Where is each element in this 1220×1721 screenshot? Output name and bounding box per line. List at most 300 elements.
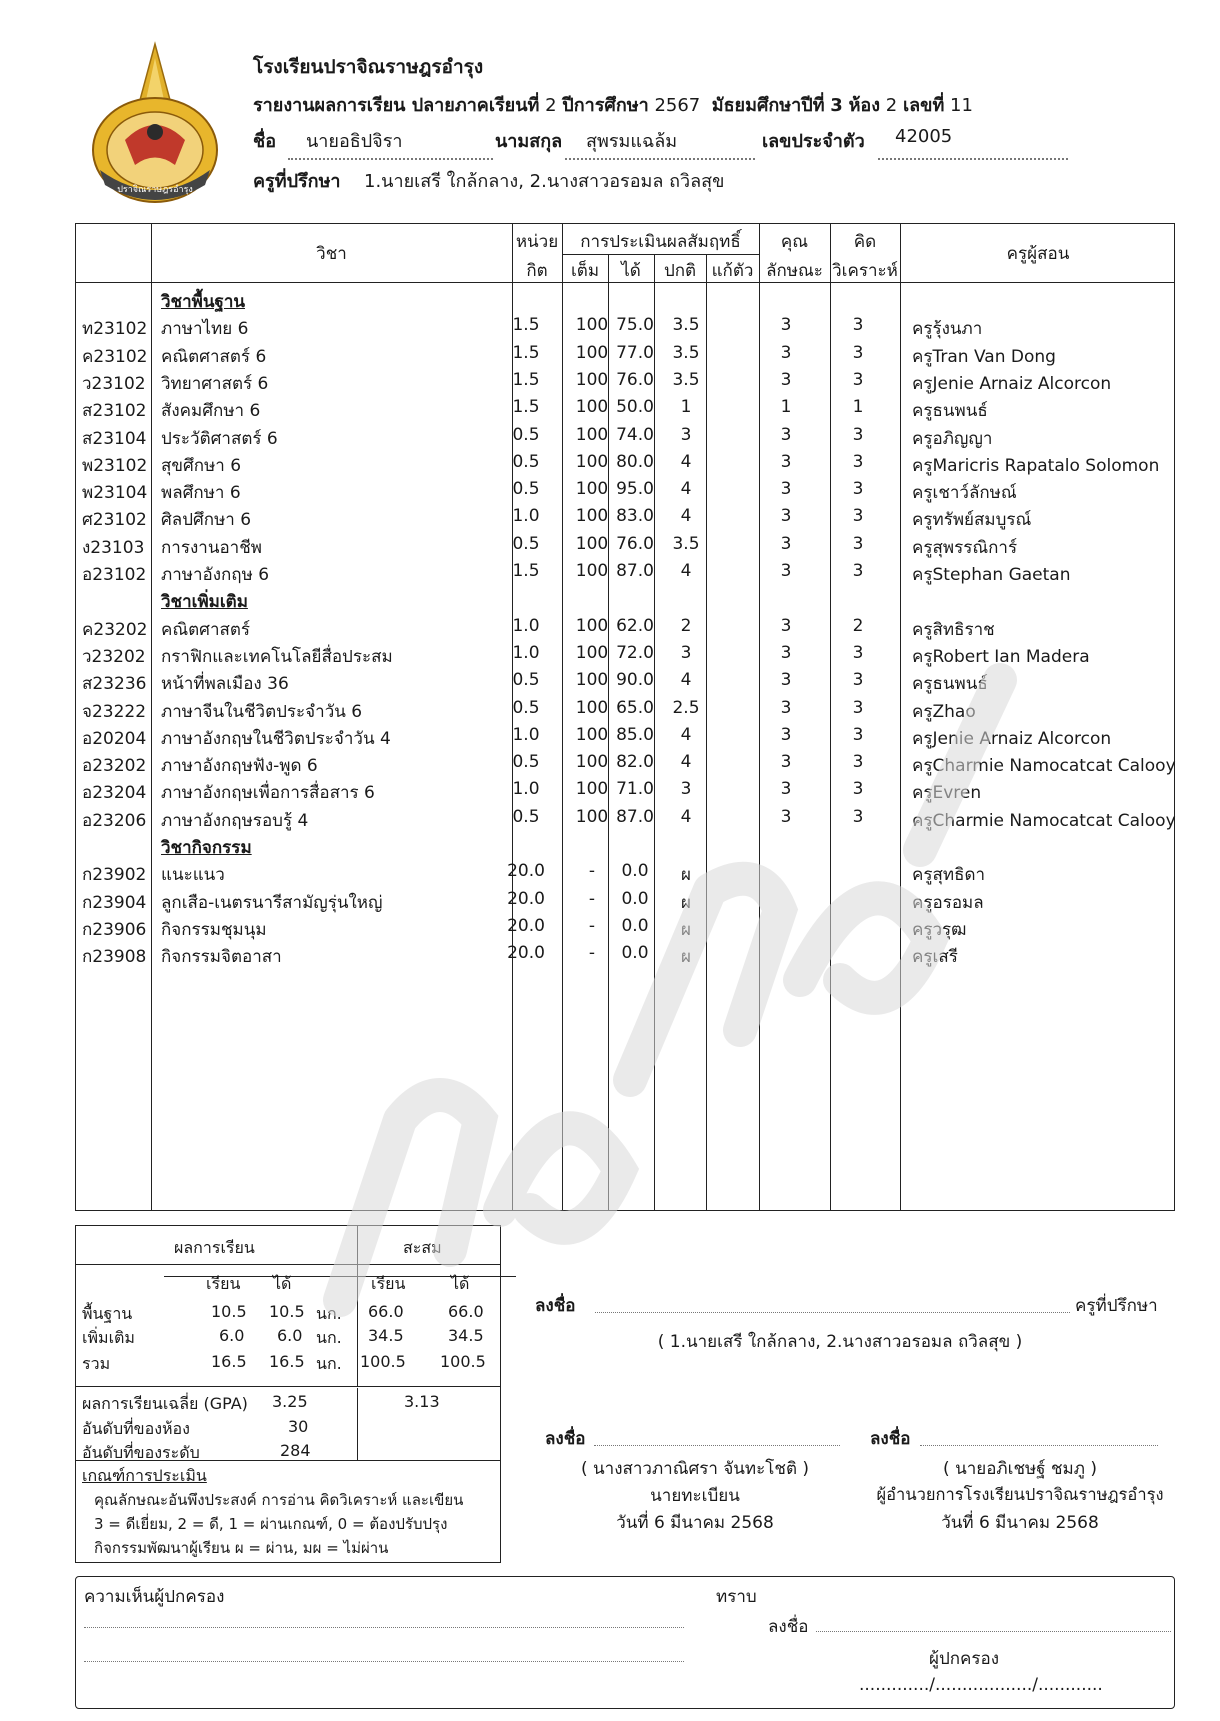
thinking-score: 3 [852, 424, 864, 445]
basic-study: 10.5 [211, 1302, 247, 1321]
section-title: วิชาพื้นฐาน [161, 292, 246, 312]
grade-normal: ผ [681, 865, 691, 886]
table-row [76, 775, 1176, 805]
thinking-score: 3 [852, 724, 864, 745]
got-score: 77.0 [616, 342, 654, 363]
credit-value: 1.5 [512, 342, 540, 363]
subject-code: พ23104 [82, 483, 148, 504]
registrar-name: ( นางสาวภาณิศรา จันทะโชติ ) [580, 1459, 810, 1479]
credit-value: 1.0 [512, 506, 540, 527]
grade-normal: 1 [680, 397, 692, 418]
grade-normal: 2 [680, 615, 692, 636]
credit-value: 1.0 [512, 779, 540, 800]
thinking-score: 3 [852, 533, 864, 554]
director-sign-line [920, 1445, 1158, 1446]
subject-name: แนะแนว [161, 865, 225, 886]
got-score: 0.0 [621, 915, 649, 936]
rank-room-value: 30 [288, 1417, 309, 1436]
subject-code: ก23906 [82, 919, 147, 940]
subject-name: กิจกรรมชุมนุม [161, 919, 267, 940]
criteria-line-3: กิจกรรมพัฒนาผู้เรียน ผ = ผ่าน, มผ = ไม่ผ่าน [94, 1539, 389, 1557]
teacher-name: ครูStephan Gaetan [912, 565, 1071, 585]
basic-accum-got: 66.0 [448, 1302, 484, 1321]
student-surname: สุพรมแฉล้ม [586, 131, 678, 152]
subject-name: ภาษาอังกฤษเพื่อการสื่อสาร 6 [161, 783, 375, 804]
subject-name: ศิลปศึกษา 6 [161, 510, 252, 531]
advisor-label: ครูที่ปรึกษา [253, 171, 341, 192]
gpa-accum-value: 3.13 [404, 1392, 440, 1411]
character-score: 3 [780, 642, 792, 663]
report-line: รายงานผลการเรียน ปลายภาคเรียนที่ 2 ปีการศึกษา 2567 มัธยมศึกษาปีที่ 3 ห้อง 2 เลขที่ 11 [253, 95, 973, 116]
advisor-sign-names: ( 1.นายเสรี ใกล้กลาง, 2.นางสาวอรอมล ถวิลสุข ) [657, 1332, 1023, 1352]
surname-dotline [565, 158, 755, 160]
gpa-label: ผลการเรียนเฉลี่ย (GPA) [82, 1394, 248, 1413]
subject-code: อ20204 [82, 728, 147, 749]
subject-name: สุขศึกษา 6 [161, 455, 242, 476]
thinking-score: 3 [852, 561, 864, 581]
full-score: 100 [575, 451, 609, 472]
subject-code: ศ23102 [82, 510, 147, 531]
svg-text:ปราจิณราษฎรอำรุง: ปราจิณราษฎรอำรุง [117, 185, 193, 195]
got-score: 62.0 [616, 615, 654, 636]
grade-normal: 4 [680, 506, 692, 527]
section-header [76, 584, 1176, 614]
summary-divider [76, 1386, 500, 1387]
table-row [76, 366, 1176, 396]
full-score: 100 [575, 615, 609, 636]
subject-code: อ23102 [82, 565, 147, 585]
header-normal: ปกติ [663, 261, 697, 281]
ack-label: ทราบ [716, 1587, 757, 1607]
got-score: 76.0 [616, 533, 654, 554]
name-dotline [288, 158, 493, 160]
subject-name: ภาษาจีนในชีวิตประจำวัน 6 [161, 701, 363, 722]
subject-code: ก23908 [82, 947, 147, 968]
basic-got: 10.5 [269, 1302, 305, 1321]
subject-name: วิทยาศาสตร์ 6 [161, 373, 269, 394]
got-label: ได้ [273, 1274, 292, 1293]
parent-comment-line-2[interactable] [84, 1661, 684, 1662]
subject-name: สังคมศึกษา 6 [161, 401, 261, 422]
registrar-date: วันที่ 6 มีนาคม 2568 [616, 1513, 774, 1533]
table-row [76, 666, 1176, 696]
parent-sign-line[interactable] [816, 1631, 1171, 1632]
advisor-role: ครูที่ปรึกษา [1075, 1296, 1158, 1316]
full-score: 100 [575, 779, 609, 800]
credit-value: 1.5 [512, 315, 540, 336]
header-char-top: คุณ [780, 232, 809, 252]
subject-code: ค23202 [82, 619, 148, 640]
teacher-name: ครูสุทธิดา [912, 865, 986, 886]
extra-study: 6.0 [219, 1326, 245, 1345]
got-score: 74.0 [616, 424, 654, 445]
teacher-name: ครูRobert Ian Madera [912, 646, 1090, 667]
accum-study-label: เรียน [371, 1274, 406, 1293]
student-id: 42005 [895, 126, 953, 147]
id-dotline [878, 158, 1068, 160]
thinking-score: 3 [852, 670, 864, 691]
teacher-name: ครูธนพนธ์ [912, 401, 988, 422]
table-row [76, 912, 1176, 942]
credit-value: 20.0 [507, 861, 545, 882]
got-score: 87.0 [616, 806, 654, 827]
rank-room-label: อันดับที่ของห้อง [82, 1419, 190, 1438]
full-score: 100 [575, 806, 609, 827]
full-score: 100 [575, 670, 609, 691]
unit-label: นก. [316, 1354, 342, 1373]
got-score: 85.0 [616, 724, 654, 745]
grade-normal: 2.5 [672, 697, 700, 718]
full-score: 100 [575, 724, 609, 745]
got-score: 80.0 [616, 451, 654, 472]
name-label: ชื่อ [253, 131, 277, 152]
credit-value: 1.0 [512, 724, 540, 745]
extra-label: เพิ่มเติม [82, 1328, 135, 1347]
section-header [76, 284, 1176, 314]
credit-value: 0.5 [512, 752, 540, 773]
registrar-sign-label: ลงชื่อ [545, 1429, 586, 1449]
gpa-value: 3.25 [272, 1392, 308, 1411]
teacher-name: ครูสุพรรณิการ์ [912, 537, 1018, 558]
character-score: 3 [780, 752, 792, 773]
character-score: 3 [780, 670, 792, 691]
credit-value: 0.5 [512, 479, 540, 500]
subject-name: กราฟิกและเทคโนโลยีสื่อประสม [161, 646, 393, 667]
character-score: 3 [780, 779, 792, 800]
table-row [76, 530, 1176, 560]
grade-normal: 4 [680, 479, 692, 500]
character-score: 3 [780, 533, 792, 554]
character-score: 3 [780, 369, 792, 390]
table-row [76, 339, 1176, 369]
full-score: 100 [575, 697, 609, 718]
teacher-name: ครูEvren [912, 783, 982, 804]
got-score: 82.0 [616, 752, 654, 773]
got-score: 72.0 [616, 642, 654, 663]
teacher-name: ครูCharmie Namocatcat Calooy [912, 810, 1176, 831]
character-score: 3 [780, 479, 792, 500]
header-think-bottom: วิเคราะห์ [832, 261, 898, 281]
full-score: - [588, 861, 596, 882]
character-score: 3 [780, 806, 792, 827]
full-score: 100 [575, 397, 609, 418]
study-label: เรียน [206, 1274, 241, 1293]
director-name: ( นายอภิเชษฐ์ ชมภู ) [943, 1459, 1097, 1479]
subject-code: ค23102 [82, 346, 148, 367]
character-score: 3 [780, 424, 792, 445]
character-score: 3 [780, 724, 792, 745]
full-score: 100 [575, 369, 609, 390]
character-score: 3 [780, 315, 792, 336]
grade-normal: 4 [680, 806, 692, 827]
table-row [76, 475, 1176, 505]
thinking-score: 3 [852, 806, 864, 827]
id-label: เลขประจำตัว [762, 131, 865, 152]
header-teacher: ครูผู้สอน [1006, 244, 1070, 264]
grade-normal: 3 [680, 424, 692, 445]
registrar-role: นายทะเบียน [650, 1486, 740, 1506]
extra-accum-got: 34.5 [448, 1326, 484, 1345]
thinking-score: 2 [852, 615, 864, 636]
parent-sign-label: ลงชื่อ [768, 1617, 809, 1637]
student-name: นายอธิปจิรา [306, 131, 403, 152]
director-sign-label: ลงชื่อ [870, 1429, 911, 1449]
parent-date-placeholder: ............./................../............ [859, 1675, 1103, 1695]
subject-code: จ23222 [82, 701, 147, 722]
teacher-name: ครูJenie Arnaiz Alcorcon [912, 728, 1112, 749]
grade-normal: ผ [681, 892, 691, 913]
table-row [76, 885, 1176, 915]
grade-normal: ผ [681, 947, 691, 968]
grade-normal: 3.5 [672, 315, 700, 336]
table-row [76, 639, 1176, 669]
header-char-bottom: ลักษณะ [766, 261, 823, 281]
full-score: 100 [575, 315, 609, 336]
credit-value: 0.5 [512, 697, 540, 718]
thinking-score: 3 [852, 752, 864, 773]
teacher-name: ครูธนพนธ์ [912, 674, 988, 695]
section-header [76, 830, 1176, 860]
criteria-line-2: 3 = ดีเยี่ยม, 2 = ดี, 1 = ผ่านเกณฑ์, 0 = ต้องปรับปรุง [94, 1515, 448, 1533]
header-think-top: คิด [853, 232, 877, 252]
character-score: 1 [780, 397, 792, 418]
teacher-name: ครูZhao [912, 701, 976, 722]
teacher-name: ครูรุ้งนภา [912, 319, 983, 340]
table-row [76, 748, 1176, 778]
grade-normal: 4 [680, 724, 692, 745]
thinking-score: 1 [852, 397, 864, 418]
subject-name: คณิตศาสตร์ [161, 619, 251, 640]
thinking-score: 3 [852, 369, 864, 390]
credit-value: 0.5 [512, 806, 540, 827]
parent-comment-line-1[interactable] [84, 1627, 684, 1628]
subject-code: ก23902 [82, 865, 147, 886]
advisor-sign-line [595, 1312, 1070, 1313]
table-row [76, 502, 1176, 532]
got-score: 0.0 [621, 888, 649, 909]
school-name: โรงเรียนปราจิณราษฎรอำรุง [253, 56, 484, 78]
unit-label: นก. [316, 1328, 342, 1347]
full-score: - [588, 888, 596, 909]
director-role: ผู้อำนวยการโรงเรียนปราจิณราษฎรอำรุง [876, 1485, 1164, 1504]
teacher-name: ครูCharmie Namocatcat Calooy [912, 756, 1176, 777]
thinking-score: 3 [852, 506, 864, 527]
grade-normal: 3.5 [672, 342, 700, 363]
teacher-name: ครูTran Van Dong [912, 346, 1056, 367]
thinking-score: 3 [852, 451, 864, 472]
advisor-sign-label: ลงชื่อ [535, 1296, 576, 1316]
subject-code: ง23103 [82, 537, 145, 558]
thinking-score: 3 [852, 342, 864, 363]
full-score: 100 [575, 752, 609, 773]
total-label: รวม [82, 1354, 111, 1373]
criteria-line-1: คุณลักษณะอันพึงประสงค์ การอ่าน คิดวิเคราะห์ และเขียน [94, 1491, 464, 1509]
header-credit-top: หน่วย [515, 232, 559, 252]
header-credit-bottom: กิต [526, 261, 548, 281]
parent-comment-box [75, 1576, 1175, 1709]
teacher-name: ครูMaricris Rapatalo Solomon [912, 455, 1160, 476]
grade-normal: 4 [680, 561, 692, 581]
full-score: 100 [575, 642, 609, 663]
teacher-name: ครูวรุฒ [912, 919, 967, 940]
table-row [76, 421, 1176, 451]
full-score: 100 [575, 342, 609, 363]
subject-name: คณิตศาสตร์ 6 [161, 346, 267, 367]
total-study: 16.5 [211, 1352, 247, 1371]
rank-level-value: 284 [280, 1441, 311, 1460]
subject-name: ภาษาอังกฤษในชีวิตประจำวัน 4 [161, 728, 391, 749]
accum-label: สะสม [403, 1238, 442, 1257]
subject-code: ว23202 [82, 646, 146, 667]
subject-code: อ23206 [82, 810, 147, 831]
got-score: 50.0 [616, 397, 654, 418]
advisor-names: 1.นายเสรี ใกล้กลาง, 2.นางสาวอรอมล ถวิลสุข [364, 171, 725, 192]
got-score: 95.0 [616, 479, 654, 500]
credit-value: 0.5 [512, 670, 540, 691]
table-row [76, 857, 1176, 887]
header-assessment: การประเมินผลสัมฤทธิ์ [580, 232, 741, 252]
full-score: 100 [575, 479, 609, 500]
grade-normal: 3.5 [672, 369, 700, 390]
character-score: 3 [780, 697, 792, 718]
extra-accum-study: 34.5 [368, 1326, 404, 1345]
teacher-name: ครูสิทธิราช [912, 619, 995, 640]
full-score: - [588, 915, 596, 936]
got-score: 0.0 [621, 861, 649, 882]
credit-value: 1.0 [512, 615, 540, 636]
subject-name: การงานอาชีพ [161, 537, 262, 558]
character-score: 3 [780, 561, 792, 581]
subject-name: ภาษาอังกฤษฟัง-พูด 6 [161, 756, 318, 777]
table-row [76, 803, 1176, 833]
thinking-score: 3 [852, 315, 864, 336]
parent-role: ผู้ปกครอง [929, 1649, 1000, 1669]
credit-value: 0.5 [512, 424, 540, 445]
thinking-score: 3 [852, 479, 864, 500]
header-subject: วิชา [316, 244, 347, 264]
grade-normal: 3 [680, 642, 692, 663]
section-title: วิชากิจกรรม [161, 838, 252, 858]
subject-code: ส23236 [82, 674, 147, 695]
subject-name: ลูกเสือ-เนตรนารีสามัญรุ่นใหญ่ [161, 892, 383, 913]
summary-col-divider [357, 1388, 358, 1460]
header-full: เต็ม [570, 261, 600, 281]
subject-name: กิจกรรมจิตอาสา [161, 947, 282, 968]
subject-name: ภาษาไทย 6 [161, 319, 249, 340]
subject-code: อ23204 [82, 783, 147, 804]
grade-normal: 3 [680, 779, 692, 800]
thinking-score: 3 [852, 642, 864, 663]
table-row [76, 311, 1176, 341]
subject-code: อ23202 [82, 756, 147, 777]
credit-value: 1.5 [512, 561, 540, 581]
credit-value: 20.0 [507, 888, 545, 909]
subject-code: ท23102 [82, 319, 148, 340]
table-row [76, 393, 1176, 423]
criteria-title: เกณฑ์การประเมิน [82, 1466, 207, 1485]
subject-code: ส23102 [82, 401, 147, 422]
subject-name: ภาษาอังกฤษ 6 [161, 565, 270, 585]
total-accum-study: 100.5 [360, 1352, 406, 1371]
grade-normal: 4 [680, 670, 692, 691]
teacher-name: ครูเสรี [912, 947, 958, 968]
credit-value: 20.0 [507, 915, 545, 936]
grade-normal: 3.5 [672, 533, 700, 554]
got-score: 90.0 [616, 670, 654, 691]
subject-code: ก23904 [82, 892, 147, 913]
thinking-score: 3 [852, 697, 864, 718]
got-score: 65.0 [616, 697, 654, 718]
full-score: 100 [575, 533, 609, 554]
subject-code: ว23102 [82, 373, 146, 394]
grade-normal: ผ [681, 919, 691, 940]
header-remedial: แก้ตัว [711, 261, 754, 281]
character-score: 3 [780, 342, 792, 363]
basic-accum-study: 66.0 [368, 1302, 404, 1321]
subject-code: ส23104 [82, 428, 147, 449]
credit-value: 0.5 [512, 533, 540, 554]
credit-value: 20.0 [507, 943, 545, 964]
grades-table [75, 223, 1175, 1211]
grade-normal: 4 [680, 752, 692, 773]
credit-value: 0.5 [512, 451, 540, 472]
got-score: 75.0 [616, 315, 654, 336]
teacher-name: ครูเชาว์ลักษณ์ [912, 483, 1017, 504]
teacher-name: ครูทรัพย์สมบูรณ์ [912, 510, 1032, 531]
subject-code: พ23102 [82, 455, 148, 476]
got-score: 83.0 [616, 506, 654, 527]
rank-level-label: อันดับที่ของระดับ [82, 1443, 200, 1462]
director-date: วันที่ 6 มีนาคม 2568 [941, 1513, 1099, 1533]
summary-col-divider [357, 1226, 358, 1386]
accum-got-label: ได้ [451, 1274, 470, 1293]
section-title: วิชาเพิ่มเติม [161, 592, 248, 613]
teacher-name: ครูอภิญญา [912, 428, 993, 449]
subject-name: ประวัติศาสตร์ 6 [161, 428, 278, 449]
full-score: 100 [575, 506, 609, 527]
got-score: 0.0 [621, 943, 649, 964]
character-score: 3 [780, 615, 792, 636]
table-row [76, 721, 1176, 751]
character-score: 3 [780, 451, 792, 472]
character-score: 3 [780, 506, 792, 527]
subject-name: พลศึกษา 6 [161, 483, 241, 504]
header-got: ได้ [621, 261, 641, 281]
teacher-name: ครูอรอมล [912, 892, 984, 913]
thinking-score: 3 [852, 779, 864, 800]
credit-value: 1.5 [512, 369, 540, 390]
subject-name: ภาษาอังกฤษรอบรู้ 4 [161, 810, 309, 831]
got-score: 76.0 [616, 369, 654, 390]
grade-normal: 4 [680, 451, 692, 472]
table-row [76, 557, 1176, 587]
full-score: 100 [575, 561, 609, 581]
summary-box [75, 1225, 501, 1563]
table-row [76, 448, 1176, 478]
got-score: 71.0 [616, 779, 654, 800]
full-score: 100 [575, 424, 609, 445]
result-label: ผลการเรียน [174, 1238, 255, 1257]
unit-label: นก. [316, 1304, 342, 1323]
basic-label: พื้นฐาน [82, 1304, 133, 1323]
credit-value: 1.0 [512, 642, 540, 663]
registrar-sign-line [594, 1445, 840, 1446]
subject-name: หน้าที่พลเมือง 36 [161, 674, 289, 695]
surname-label: นามสกุล [495, 131, 563, 152]
table-row [76, 612, 1176, 642]
table-row [76, 939, 1176, 969]
parent-comment-label: ความเห็นผู้ปกครอง [84, 1587, 225, 1607]
